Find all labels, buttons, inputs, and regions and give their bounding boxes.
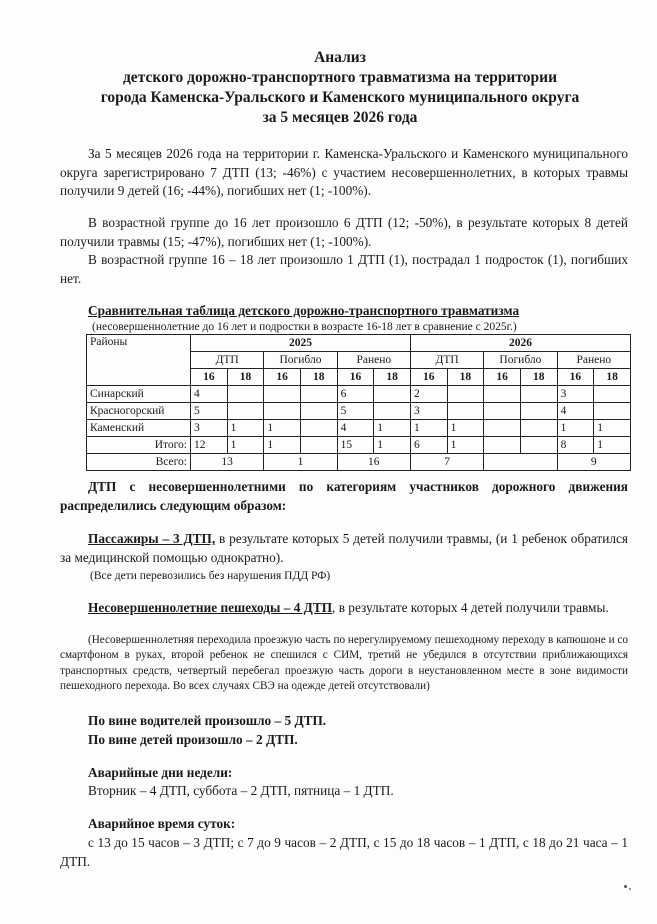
children-fault: По вине детей произошло – 2 ДТП. [88, 732, 298, 747]
drivers-fault: По вине водителей произошло – 5 ДТП. [88, 713, 327, 728]
total-cell: 9 [557, 454, 630, 471]
passengers-label: Пассажиры – 3 ДТП, [88, 531, 216, 546]
district-name: Итого: [87, 437, 191, 454]
days-heading: Аварийные дни недели: [88, 765, 233, 780]
table-cell [227, 403, 264, 420]
district-name: Каменский [87, 420, 191, 437]
doc-title: Анализ [314, 49, 366, 66]
header-age: 18 [374, 369, 411, 386]
header-year-2025: 2025 [191, 335, 411, 352]
header-age: 18 [594, 369, 631, 386]
header-age: 16 [337, 369, 374, 386]
table-cell: 6 [337, 386, 374, 403]
table-cell: 3 [410, 403, 447, 420]
table-cell: 12 [191, 437, 228, 454]
total-cell: 7 [410, 454, 483, 471]
table-header-row-years [87, 335, 631, 352]
table-cell: 1 [227, 437, 264, 454]
header-group-dtp: ДТП [410, 352, 483, 369]
doc-period: за 5 месяцев 2026 года [262, 109, 418, 126]
days-text: Вторник – 4 ДТП, суббота – 2 ДТП, пятница – 1 ДТП. [88, 783, 394, 798]
table-row [87, 420, 631, 437]
table-cell: 3 [191, 420, 228, 437]
times-heading: Аварийное время суток: [88, 816, 236, 831]
table-title: Сравнительная таблица детского дорожно-транспортного травматизма [88, 303, 520, 318]
header-age: 18 [227, 369, 264, 386]
header-age: 16 [191, 369, 228, 386]
doc-subtitle-line-2: города Каменска-Уральского и Каменского муниципального округа [100, 89, 580, 106]
table-cell [300, 386, 337, 403]
district-name: Красногорский [87, 403, 191, 420]
table-cell: 4 [337, 420, 374, 437]
table-cell: 2 [410, 386, 447, 403]
table-cell [484, 420, 521, 437]
table-cell: 1 [374, 437, 411, 454]
pedestrians-paragraph [60, 599, 628, 618]
total-cell: 13 [191, 454, 264, 471]
table-cell [484, 403, 521, 420]
table-cell: 15 [337, 437, 374, 454]
header-age: 16 [264, 369, 301, 386]
header-year-2026: 2026 [410, 335, 630, 352]
header-age: 16 [557, 369, 594, 386]
pedestrians-text: , в результате которых 4 детей получили травмы. [332, 600, 609, 615]
table-row [87, 403, 631, 420]
table-cell [484, 386, 521, 403]
pedestrians-label: Несовершеннолетние пешеходы – 4 ДТП [88, 600, 333, 615]
header-age: 16 [410, 369, 447, 386]
table-cell [374, 403, 411, 420]
passengers-note: (Все дети перевозились без нарушения ПДД РФ) [90, 570, 331, 582]
table-cell [520, 386, 557, 403]
table-cell [594, 386, 631, 403]
table-cell: 1 [557, 420, 594, 437]
table-cell: 3 [557, 386, 594, 403]
table-cell [374, 386, 411, 403]
total-cell [484, 454, 557, 471]
table-cell [264, 386, 301, 403]
table-cell [447, 386, 484, 403]
passengers-paragraph [60, 530, 628, 567]
table-cell: 1 [410, 420, 447, 437]
table-cell: 1 [594, 437, 631, 454]
table-cell: 8 [557, 437, 594, 454]
times-text: с 13 до 15 часов – 3 ДТП; с 7 до 9 часов – 2 ДТП, с 15 до 18 часов – 1 ДТП, с 18 до 21 часа – 1 ДТП. [60, 835, 628, 869]
comparison-table [86, 334, 631, 471]
table-row [87, 437, 631, 454]
intro-paragraph-2: В возрастной группе до 16 лет произошло 6 ДТП (12; -50%), в результате которых 8 детей получили травмы (15; -47%), погибших нет (1; -100%). [60, 215, 628, 249]
district-name: Синарский [87, 386, 191, 403]
total-cell: 1 [264, 454, 337, 471]
table-cell [520, 420, 557, 437]
header-group-injured: Ранено [557, 352, 630, 369]
table-cell: 4 [191, 386, 228, 403]
table-body [87, 386, 631, 454]
table-cell [227, 386, 264, 403]
table-cell [300, 420, 337, 437]
table-cell [447, 403, 484, 420]
header-age: 18 [447, 369, 484, 386]
table-cell [264, 403, 301, 420]
table-cell: 5 [337, 403, 374, 420]
table-cell: 1 [227, 420, 264, 437]
header-age: 18 [300, 369, 337, 386]
table-cell [300, 437, 337, 454]
table-cell: 1 [264, 437, 301, 454]
table-cell: 6 [410, 437, 447, 454]
header-group-killed: Погибло [264, 352, 337, 369]
scan-speck [624, 885, 627, 888]
doc-subtitle-line-1: детского дорожно-транспортного травматизма на территории [122, 69, 558, 86]
table-cell: 1 [374, 420, 411, 437]
pedestrians-note: (Несовершеннолетняя переходила проезжую часть по нерегулируемому пешеходному переходу в капюшоне и со смартфоном в руках, второй ребенок не спешился с СИМ, третий не убедился в отсутствии приближающихся транспортных средств, четвертый перебегал проезжую часть дороги в неустановленном месте в зоне видимости пешеходного перехода. Во всех случаях СВЭ на одежде детей отсутствовали) [60, 634, 628, 693]
header-group-injured: Ранено [337, 352, 410, 369]
table-total-row [87, 454, 631, 471]
table-cell [484, 437, 521, 454]
table-cell: 4 [557, 403, 594, 420]
table-cell [520, 403, 557, 420]
header-age: 18 [520, 369, 557, 386]
table-cell: 1 [264, 420, 301, 437]
table-cell [300, 403, 337, 420]
table-cell [594, 403, 631, 420]
table-cell: 5 [191, 403, 228, 420]
header-group-killed: Погибло [484, 352, 557, 369]
table-cell [520, 437, 557, 454]
header-age: 16 [484, 369, 521, 386]
table-cell: 1 [447, 420, 484, 437]
scan-speck [629, 888, 631, 890]
header-group-dtp: ДТП [191, 352, 264, 369]
table-subtitle: (несовершеннолетние до 16 лет и подростки в возрасте 16-18 лет в сравнение с 2025г.) [92, 321, 517, 333]
categories-heading: ДТП с несовершеннолетними по категориям участников дорожного движения распределились следующим образом: [60, 479, 628, 513]
total-label: Всего: [87, 454, 191, 471]
intro-paragraph-1: За 5 месяцев 2026 года на территории г. Каменска-Уральского и Каменского муниципального округа зарегистрировано 7 ДТП (13; -46%) с участием несовершеннолетних, в которых травмы получили 9 детей (16; -44%), погибших нет (1; -100%). [60, 146, 628, 199]
intro-paragraph-3: В возрастной группе 16 – 18 лет произошло 1 ДТП (1), пострадал 1 подросток (1), погибших нет. [60, 252, 628, 286]
total-cell: 16 [337, 454, 410, 471]
passengers-text: в результате которых 5 детей получили травмы, (и 1 ребенок обратился за медицинской помощью однократно). [60, 531, 628, 565]
header-district: Районы [87, 335, 191, 386]
table-row [87, 386, 631, 403]
table-cell: 1 [594, 420, 631, 437]
table-cell: 1 [447, 437, 484, 454]
